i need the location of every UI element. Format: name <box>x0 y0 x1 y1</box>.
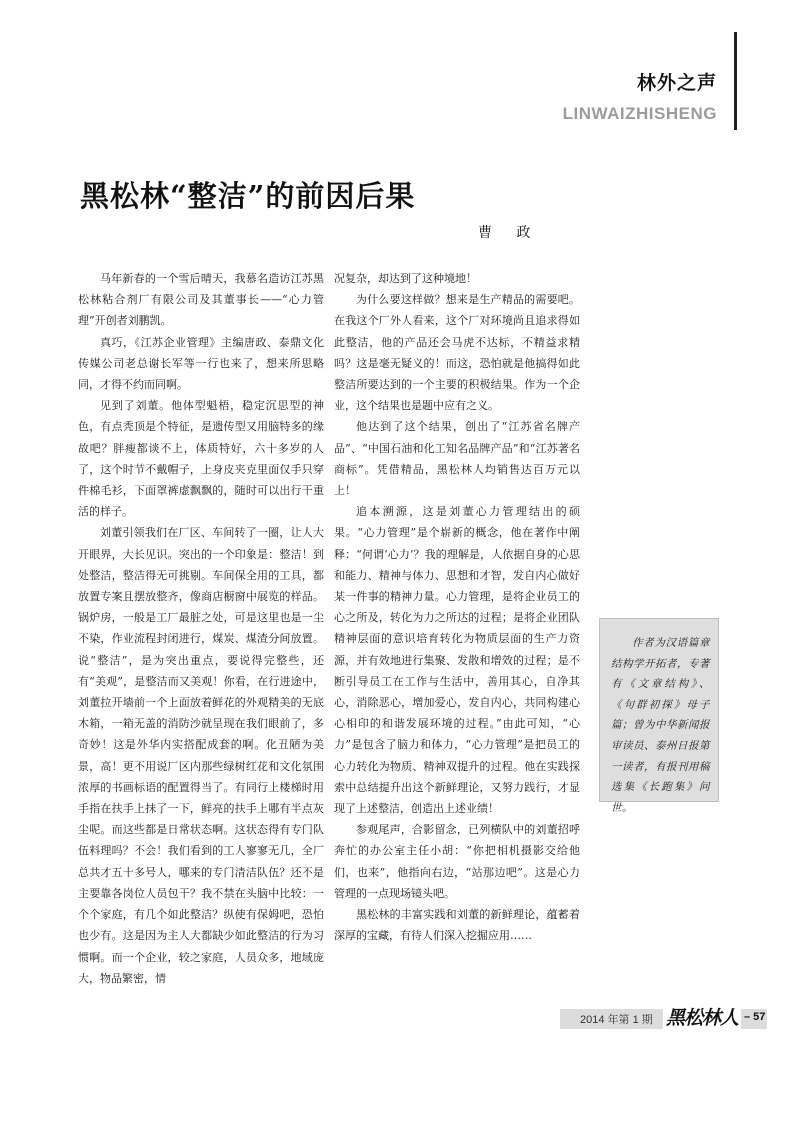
magazine-logo: 黑松林人 <box>663 1003 741 1030</box>
article-column-left <box>78 268 324 989</box>
footer-issue: 2014 年第 1 期 <box>580 1014 653 1026</box>
author-bio-box <box>599 618 719 814</box>
paragraph: 参观尾声，合影留念，已列横队中的刘董招呼奔忙的办公室主任小胡：“你把相机摄影交给他们，也来”，他指向右边，“站那边吧”。这是心力管理的一点现场镜头吧。 <box>334 823 580 900</box>
paragraph: 马年新春的一个雪后晴天，我慕名造访江苏黑松林粘合剂厂有限公司及其董事长——“心力管理”开创者刘鹏凯。 <box>78 272 324 328</box>
page-number: – 57 <box>744 1011 766 1023</box>
paragraph: 况复杂，却达到了这种境地！ <box>334 272 477 285</box>
paragraph: 追本溯源，这是刘董心力管理结出的硕果。“心力管理”是个崭新的概念，他在著作中阐释：“何谓‘心力’？我的理解是，人依据自身的心思和能力、精神与体力、思想和才智，发自内心做好某一件事的精神力量。心力管理，是将企业员工的心之所及，转化为力之所达的过程；是将企业团队精神层面的意识培育转化为物质层面的生产力资源，并有效地进行集聚、发散和增效的过程；是不断引导员工在工作与生活中，善用其心，自净其心，消除恶心，增加爱心，发自内心，共同构建心心相印的和谐发展环境的过程。”由此可知，“心力”是包含了脑力和体力，“心力管理”是把员工的心力转化为物质、精神双提升的过程。他在实践探索中总结提升出这个新鲜理论，又努力践行，才显现了上述整洁，创造出上述业绩！ <box>334 505 580 816</box>
paragraph: 见到了刘董。他体型魁梧，稳定沉思型的神色，有点秃顶是个特征，是遗传型又用脑特多的缘故吧？胖瘦都谈不上，体质特好，六十多岁的人了，这个时节不戴帽子，上身皮夹克里面仅手只穿件棉毛衫，下面罩裤虚飘飘的，随时可以出行干重活的样子。 <box>78 399 324 519</box>
section-title-en: LINWAIZHISHENG <box>562 104 717 123</box>
section-title-cn: 林外之声 <box>636 72 717 94</box>
article-author: 曹 政 <box>478 225 541 241</box>
paragraph: 真巧，《江苏企业管理》主编唐政、泰鼎文化传媒公司老总谢长军等一行也来了，想来所思略同，才得不约而同啊。 <box>78 335 324 392</box>
header-divider-bar <box>734 32 737 130</box>
author-bio-text: 作者为汉语篇章结构学开拓者，专著有《文章结构》、《句群初探》母子篇；曾为中华新闻报审读员、泰州日报第一读者，有报刊用稿选集《长跑集》问世。 <box>611 637 710 814</box>
paragraph: 为什么要这样做？想来是生产精品的需要吧。在我这个厂外人看来，这个厂对环境尚且追求得如此整洁，他的产品还会马虎不达标，不精益求精吗？这是毫无疑义的！而这，恐怕就是他搞得如此整洁所要达到的一个主要的积极结果。作为一个企业，这个结果也是题中应有之义。 <box>334 293 580 413</box>
paragraph: 刘董引领我们在厂区、车间转了一圈，让人大开眼界，大长见识。突出的一个印象是：整洁！到处整洁，整洁得无可挑剔。车间保全用的工具，都放置专案且摆放整齐，像商店橱窗中展览的样品。锅炉房，一般是工厂最脏之处，可是这里也是一尘不染，作业流程封闭进行，煤炭、煤渣分间放置。说“整洁”，是为突出重点，要说得完整些，还有“美观”，是整洁而又美观！你看，在行进途中，刘董拉开墙前一个上面放着鲜花的外观精美的无底木箱，一箱无盖的消防沙就呈现在我们眼前了，多奇妙！这是外华内实搭配成套的啊。化丑陋为美景，高！更不用说厂区内那些绿树红花和文化氛围浓厚的书画标语的配置得当了。有同行上楼梯时用手指在扶手上抹了一下，鲜亮的扶手上哪有半点灰尘呢。而这些都是日常状态啊。这状态得有专门队伍料理吗？不会！我们看到的工人寥寥无几，全厂总共才五十多号人，哪来的专门清洁队伍？还不是主要靠各岗位人员包干？我不禁在头脑中比较：一个个家庭，有几个如此整洁？纵使有保姆吧，恐怕也少有。这是因为主人大都缺少如此整洁的行为习惯啊。而一个企业，较之家庭，人员众多，地域庞大，物品繁密，情 <box>78 526 324 985</box>
article-title: 黑松林“整洁”的前因后果 <box>80 179 416 213</box>
paragraph: 他达到了这个结果，创出了“江苏省名牌产品”、“中国石油和化工知名品牌产品”和“江苏著名商标”。凭借精品，黑松林人均销售达百万元以上！ <box>334 420 580 498</box>
article-column-right <box>334 268 580 947</box>
paragraph: 黑松林的丰富实践和刘董的新鲜理论，蕴蓄着深厚的宝藏，有待人们深入挖掘应用…… <box>334 908 580 943</box>
